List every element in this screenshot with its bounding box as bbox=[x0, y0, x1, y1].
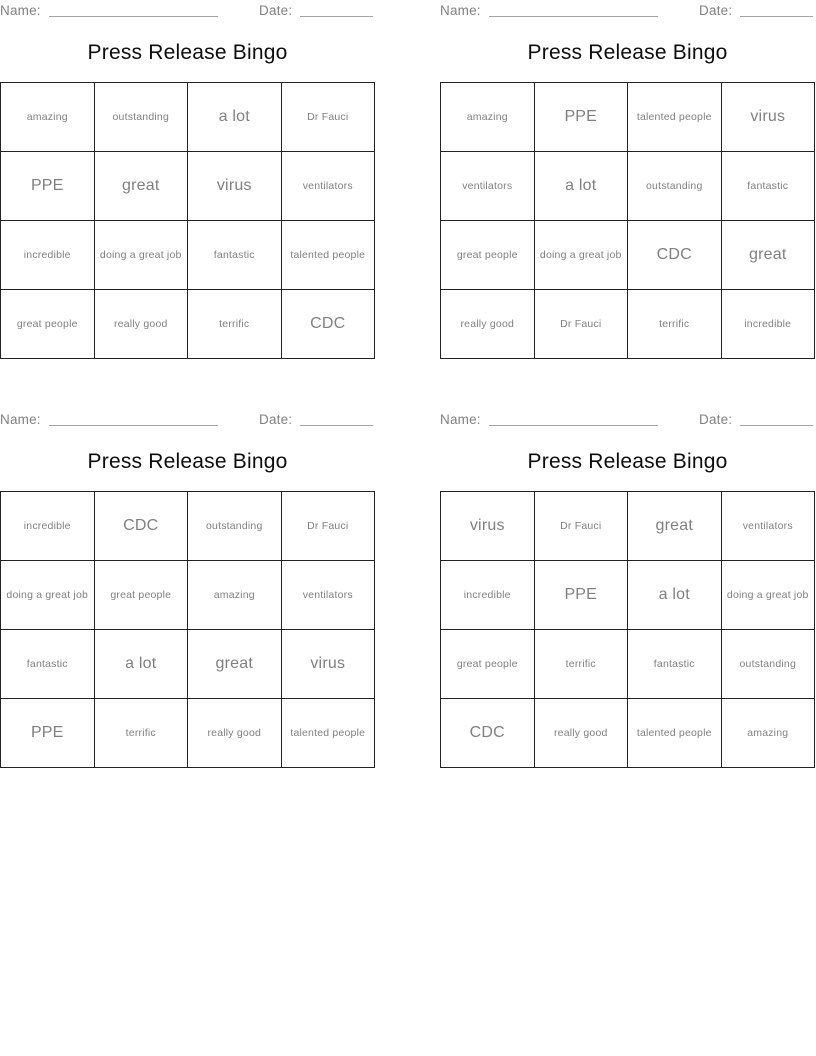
name-label: Name: bbox=[440, 3, 481, 18]
bingo-grid bbox=[440, 82, 815, 359]
date-label: Date: bbox=[259, 3, 293, 18]
bingo-cell: great bbox=[94, 152, 188, 221]
bingo-cell: ventilators bbox=[281, 152, 375, 221]
bingo-cell: Dr Fauci bbox=[534, 492, 628, 561]
bingo-grid bbox=[0, 491, 375, 768]
bingo-cell: virus bbox=[721, 83, 815, 152]
bingo-cell: great bbox=[628, 492, 722, 561]
bingo-cell: virus bbox=[441, 492, 535, 561]
bingo-cell: virus bbox=[281, 630, 375, 699]
bingo-cell: CDC bbox=[94, 492, 188, 561]
grid-row bbox=[441, 83, 815, 152]
bingo-cell: terrific bbox=[188, 290, 282, 359]
bingo-cell: doing a great job bbox=[721, 561, 815, 630]
bingo-cell: a lot bbox=[188, 83, 282, 152]
bingo-cell: really good bbox=[188, 699, 282, 768]
bingo-cell: Dr Fauci bbox=[281, 492, 375, 561]
bingo-cell: PPE bbox=[534, 561, 628, 630]
bingo-cell: a lot bbox=[628, 561, 722, 630]
bingo-cell: terrific bbox=[94, 699, 188, 768]
bingo-cell: fantastic bbox=[1, 630, 95, 699]
bingo-cell: CDC bbox=[281, 290, 375, 359]
bingo-cell: amazing bbox=[1, 83, 95, 152]
card-title: Press Release Bingo bbox=[87, 450, 288, 473]
date-label: Date: bbox=[699, 412, 733, 427]
grid-row bbox=[441, 561, 815, 630]
name-blank-line bbox=[489, 409, 658, 426]
bingo-cell: great people bbox=[94, 561, 188, 630]
grid-row bbox=[441, 152, 815, 221]
grid-row bbox=[1, 492, 375, 561]
bingo-cell: PPE bbox=[1, 152, 95, 221]
grid-row bbox=[1, 290, 375, 359]
grid-row bbox=[1, 699, 375, 768]
bingo-cell: virus bbox=[188, 152, 282, 221]
bingo-cell: great people bbox=[441, 630, 535, 699]
bingo-card-top-right bbox=[440, 0, 816, 372]
bingo-cell: talented people bbox=[281, 699, 375, 768]
date-label: Date: bbox=[259, 412, 293, 427]
bingo-card-top-left bbox=[0, 0, 376, 372]
grid-row bbox=[441, 290, 815, 359]
bingo-cell: great people bbox=[1, 290, 95, 359]
bingo-cell: CDC bbox=[441, 699, 535, 768]
bingo-cell: amazing bbox=[188, 561, 282, 630]
name-label: Name: bbox=[0, 412, 41, 427]
bingo-cell: incredible bbox=[721, 290, 815, 359]
bingo-cell: a lot bbox=[94, 630, 188, 699]
date-label: Date: bbox=[699, 3, 733, 18]
bingo-grid bbox=[0, 82, 375, 359]
grid-row bbox=[1, 152, 375, 221]
date-blank-line bbox=[300, 409, 373, 426]
grid-row bbox=[1, 630, 375, 699]
card-title: Press Release Bingo bbox=[87, 41, 288, 64]
bingo-cell: PPE bbox=[534, 83, 628, 152]
grid-row bbox=[1, 83, 375, 152]
card-title: Press Release Bingo bbox=[527, 41, 728, 64]
bingo-cell: fantastic bbox=[628, 630, 722, 699]
bingo-cell: great bbox=[721, 221, 815, 290]
bingo-cell: amazing bbox=[441, 83, 535, 152]
bingo-cell: ventilators bbox=[441, 152, 535, 221]
bingo-cell: terrific bbox=[628, 290, 722, 359]
bingo-cell: ventilators bbox=[721, 492, 815, 561]
bingo-grid-body bbox=[441, 492, 815, 768]
bingo-cell: talented people bbox=[628, 699, 722, 768]
bingo-cell: outstanding bbox=[188, 492, 282, 561]
bingo-cell: incredible bbox=[1, 492, 95, 561]
bingo-cell: outstanding bbox=[94, 83, 188, 152]
bingo-cell: a lot bbox=[534, 152, 628, 221]
bingo-cell: doing a great job bbox=[534, 221, 628, 290]
grid-row bbox=[1, 221, 375, 290]
bingo-cell: fantastic bbox=[721, 152, 815, 221]
bingo-cell: great bbox=[188, 630, 282, 699]
bingo-cell: terrific bbox=[534, 630, 628, 699]
bingo-card-bottom-left bbox=[0, 409, 376, 781]
bingo-cell: talented people bbox=[628, 83, 722, 152]
bingo-cell: PPE bbox=[1, 699, 95, 768]
bingo-cell: doing a great job bbox=[1, 561, 95, 630]
bingo-cell: ventilators bbox=[281, 561, 375, 630]
bingo-cell: doing a great job bbox=[94, 221, 188, 290]
bingo-cell: outstanding bbox=[721, 630, 815, 699]
bingo-cell: outstanding bbox=[628, 152, 722, 221]
bingo-cell: really good bbox=[441, 290, 535, 359]
grid-row bbox=[441, 630, 815, 699]
bingo-cell: CDC bbox=[628, 221, 722, 290]
bingo-cell: Dr Fauci bbox=[281, 83, 375, 152]
grid-row bbox=[441, 492, 815, 561]
name-blank-line bbox=[49, 409, 218, 426]
bingo-cell: amazing bbox=[721, 699, 815, 768]
name-blank-line bbox=[49, 0, 218, 17]
card-title: Press Release Bingo bbox=[527, 450, 728, 473]
bingo-cell: incredible bbox=[441, 561, 535, 630]
grid-row bbox=[441, 699, 815, 768]
bingo-cell: really good bbox=[534, 699, 628, 768]
grid-row bbox=[1, 561, 375, 630]
bingo-cell: fantastic bbox=[188, 221, 282, 290]
name-blank-line bbox=[489, 0, 658, 17]
bingo-card-bottom-right bbox=[440, 409, 816, 781]
bingo-cell: incredible bbox=[1, 221, 95, 290]
bingo-grid-body bbox=[1, 83, 375, 359]
grid-row bbox=[441, 221, 815, 290]
bingo-cell: Dr Fauci bbox=[534, 290, 628, 359]
bingo-cell: great people bbox=[441, 221, 535, 290]
bingo-grid-body bbox=[441, 83, 815, 359]
bingo-grid bbox=[440, 491, 815, 768]
date-blank-line bbox=[300, 0, 373, 17]
bingo-cell: talented people bbox=[281, 221, 375, 290]
date-blank-line bbox=[740, 409, 813, 426]
name-label: Name: bbox=[440, 412, 481, 427]
name-label: Name: bbox=[0, 3, 41, 18]
bingo-grid-body bbox=[1, 492, 375, 768]
bingo-cell: really good bbox=[94, 290, 188, 359]
date-blank-line bbox=[740, 0, 813, 17]
